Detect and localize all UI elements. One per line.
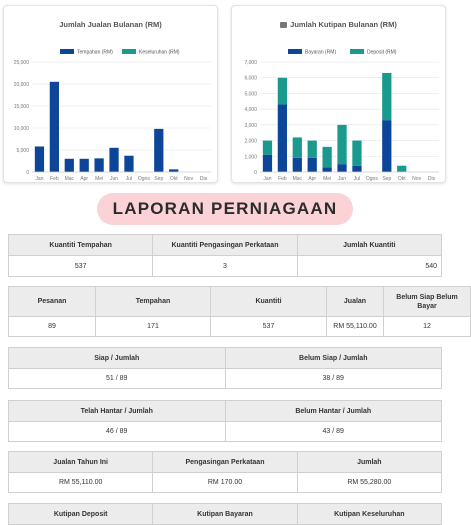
collection-chart-bar — [337, 125, 346, 164]
collection-chart-x-tick-label: Ogos — [365, 176, 378, 182]
collection-chart-bar — [352, 141, 361, 166]
sales-chart-y-tick-label: 10,000 — [13, 126, 29, 132]
sales-chart-legend-swatch — [60, 49, 74, 54]
collection-chart-bar — [352, 166, 361, 172]
sales-chart-legend-label: Tempahan (RM) — [77, 49, 113, 56]
table-cell: 540 — [297, 256, 441, 277]
collection-chart — [232, 6, 447, 184]
collection-chart-bar — [263, 155, 272, 172]
table-header: Jualan — [327, 287, 384, 317]
sales-chart — [4, 6, 219, 184]
collection-chart-y-tick-label: 2,000 — [244, 138, 257, 145]
table-header: Jualan Tahun Ini — [9, 452, 153, 473]
sales-chart-x-tick-label: Feb — [50, 176, 59, 182]
collection-chart-x-tick-label: Okt — [397, 176, 406, 182]
collection-table — [8, 503, 442, 525]
collection-chart-title-text: Jumlah Kutipan Bulanan (RM) — [290, 20, 397, 29]
sales-chart-y-tick-label: 0 — [26, 170, 29, 176]
table-cell: 3 — [153, 256, 297, 277]
sales-chart-x-tick-label: Apr — [80, 176, 89, 182]
sales-chart-bar — [80, 159, 89, 172]
sales-chart-x-tick-label: Ogos — [137, 176, 150, 182]
table-cell: 12 — [384, 317, 471, 337]
sales-chart-x-tick-label: Jan — [35, 176, 44, 182]
table-header: Belum Hantar / Jumlah — [225, 401, 442, 422]
collection-chart-bar — [293, 137, 302, 157]
collection-chart-bar — [263, 141, 272, 155]
orders-summary-table — [8, 286, 471, 337]
sales-chart-x-tick-label: Sep — [154, 176, 164, 182]
table-header: Pesanan — [9, 287, 96, 317]
table-header: Jumlah Kuantiti — [297, 235, 441, 256]
collection-chart-bar — [323, 147, 332, 167]
table-header: Tempahan — [96, 287, 211, 317]
table-cell: 51 / 89 — [9, 369, 226, 389]
sales-chart-x-tick-label: Mei — [95, 176, 104, 182]
sales-chart-y-tick-label: 20,000 — [13, 82, 29, 88]
collection-chart-x-tick-label: Mei — [323, 176, 332, 182]
collection-chart-bar — [337, 164, 346, 172]
sales-chart-x-tick-label: Okt — [169, 176, 178, 182]
collection-chart-bar — [308, 158, 317, 172]
table-header: Siap / Jumlah — [9, 348, 226, 369]
sales-chart-x-tick-label: Jul — [125, 176, 133, 182]
collection-chart-bar — [382, 73, 391, 120]
sales-chart-bar — [65, 159, 74, 172]
collection-chart-x-tick-label: Sep — [382, 176, 392, 182]
sales-chart-y-tick-label: 25,000 — [13, 60, 29, 66]
table-header: Belum Siap / Jumlah — [225, 348, 442, 369]
table-header: Kuantiti Pengasingan Perkataan — [153, 235, 297, 256]
table-header: Belum Siap Belum Bayar — [384, 287, 471, 317]
collection-chart-legend-label: Bayaran (RM) — [305, 49, 337, 56]
collection-chart-bar — [293, 158, 302, 172]
collection-chart-x-tick-label: Mac — [292, 176, 303, 182]
collection-chart-y-tick-label: 0 — [254, 170, 257, 176]
collection-chart-y-tick-label: 4,000 — [244, 107, 257, 114]
collection-chart-bar — [323, 167, 332, 172]
report-banner: LAPORAN PERNIAGAAN — [97, 193, 353, 225]
sales-chart-bar — [124, 156, 133, 172]
table-cell: RM 170.00 — [153, 473, 297, 493]
delivery-table — [8, 400, 442, 442]
sales-chart-y-tick-label: 5,000 — [16, 148, 29, 154]
collection-chart-y-tick-label: 6,000 — [244, 75, 257, 82]
collection-chart-y-tick-label: 5,000 — [244, 91, 257, 98]
collection-chart-x-tick-label: Feb — [278, 176, 287, 182]
table-header: Kuantiti Tempahan — [9, 235, 153, 256]
table-cell: 38 / 89 — [225, 369, 442, 389]
table-header: Telah Hantar / Jumlah — [9, 401, 226, 422]
table-header: Kutipan Keseluruhan — [297, 504, 441, 525]
table-cell: 89 — [9, 317, 96, 337]
table-cell: 537 — [9, 256, 153, 277]
table-header: Pengasingan Perkataan — [153, 452, 297, 473]
collection-chart-x-tick-label: Jan — [263, 176, 272, 182]
collection-chart-bar — [278, 104, 287, 172]
sales-chart-x-tick-label: Jun — [110, 176, 119, 182]
table-header: Kuantiti — [211, 287, 327, 317]
collection-chart-y-tick-label: 1,000 — [244, 154, 257, 161]
table-header: Jumlah — [297, 452, 441, 473]
collection-chart-x-tick-label: Nov — [412, 176, 422, 182]
sales-chart-x-tick-label: Mac — [64, 176, 75, 182]
sales-chart-bar — [35, 146, 44, 172]
sales-chart-bar — [50, 82, 59, 172]
sales-chart-bar — [109, 148, 118, 172]
sales-chart-bar — [154, 129, 163, 172]
collection-chart-x-tick-label: Jul — [353, 176, 361, 182]
completion-table — [8, 347, 442, 389]
table-cell: RM 55,280.00 — [297, 473, 441, 493]
collection-chart-card — [231, 5, 446, 183]
collection-chart-x-tick-label: Jun — [338, 176, 347, 182]
table-cell: 171 — [96, 317, 211, 337]
sales-chart-card — [3, 5, 218, 183]
quantity-summary-table — [8, 234, 442, 277]
collection-chart-bar — [397, 166, 406, 172]
collection-chart-legend-swatch — [288, 49, 302, 54]
sales-chart-x-tick-label: Dis — [199, 176, 208, 182]
collection-chart-x-tick-label: Dis — [427, 176, 436, 182]
yearly-sales-table — [8, 451, 442, 493]
table-cell: 537 — [211, 317, 327, 337]
collection-chart-y-tick-label: 3,000 — [244, 122, 257, 129]
sales-chart-x-tick-label: Nov — [184, 176, 194, 182]
collection-chart-bar — [382, 120, 391, 172]
table-cell: RM 55,110.00 — [9, 473, 153, 493]
collection-chart-x-tick-label: Apr — [308, 176, 317, 182]
table-cell: RM 55,110.00 — [327, 317, 384, 337]
table-header: Kutipan Bayaran — [153, 504, 297, 525]
sales-chart-bar — [95, 158, 104, 172]
table-cell: 43 / 89 — [225, 422, 442, 442]
sales-chart-y-tick-label: 15,000 — [13, 104, 29, 110]
sales-chart-legend-swatch — [122, 49, 136, 54]
sales-chart-legend-label: Keseluruhan (RM) — [139, 49, 180, 56]
collection-chart-y-tick-label: 7,000 — [244, 60, 257, 66]
collection-chart-legend-label: Deposit (RM) — [367, 49, 397, 56]
collection-chart-bar — [278, 78, 287, 105]
sales-chart-title: Jumlah Jualan Bulanan (RM) — [59, 20, 162, 29]
table-cell: 46 / 89 — [9, 422, 226, 442]
table-header: Kutipan Deposit — [9, 504, 153, 525]
collection-chart-legend-swatch — [350, 49, 364, 54]
collection-chart-bar — [308, 141, 317, 158]
